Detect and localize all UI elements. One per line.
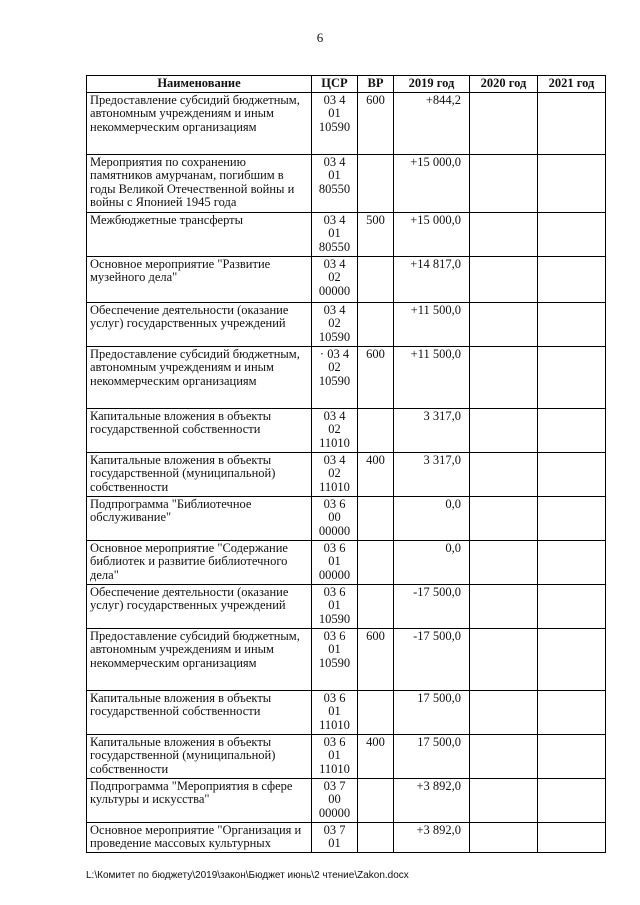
row-vr [358,256,394,302]
csr-part: 01 [328,598,341,612]
table-row [87,452,606,496]
row-value-2021 [538,540,606,584]
row-vr: 600 [358,92,394,154]
csr-part: 10590 [318,373,351,388]
csr-part: 80550 [318,239,351,254]
row-value-2021 [538,256,606,302]
row-vr [358,302,394,346]
csr-part: 00000 [318,523,351,538]
csr-part: 01 [328,226,341,240]
csr-part: 01 [328,106,341,120]
row-name: Подпрограмма "Мероприятия в сфере культуры и искусства" [87,778,312,822]
csr-part: 80550 [318,181,351,196]
row-csr [312,584,358,628]
row-value-2021 [538,778,606,822]
row-value-2021 [538,452,606,496]
row-value-2019: +3 892,0 [394,822,470,852]
table-row [87,496,606,540]
row-name: Предоставление субсидий бюджетным, автономным учреждениям и иным некоммерческим организациям [87,628,312,690]
row-value-2019: +15 000,0 [394,154,470,212]
row-name: Капитальные вложения в объекты государственной собственности [87,690,312,734]
row-value-2019: 17 500,0 [394,690,470,734]
row-value-2021 [538,408,606,452]
row-value-2021 [538,212,606,256]
csr-part: 10590 [318,655,351,670]
row-vr: 600 [358,346,394,408]
footer-file-path: L:\Комитет по бюджету\2019\закон\Бюджет июнь\2 чтение\Zakon.docx [86,870,409,881]
table-row [87,92,606,154]
row-name: Обеспечение деятельности (оказание услуг) государственных учреждений [87,584,312,628]
csr-part: 03 6 [323,690,346,705]
row-vr: 500 [358,212,394,256]
row-csr [312,778,358,822]
row-value-2019: 3 317,0 [394,452,470,496]
csr-part: 00000 [318,567,351,582]
row-value-2020 [470,408,538,452]
row-vr [358,584,394,628]
csr-part: 03 4 [323,452,346,467]
row-value-2019: +11 500,0 [394,302,470,346]
row-vr [358,778,394,822]
row-csr [312,92,358,154]
table-row [87,540,606,584]
row-value-2021 [538,822,606,852]
table-row [87,154,606,212]
row-value-2020 [470,302,538,346]
csr-part: 03 4 [323,408,346,423]
csr-part: 03 6 [323,540,346,555]
row-value-2020 [470,92,538,154]
csr-part: 10590 [318,611,351,626]
table-row [87,346,606,408]
row-value-2021 [538,92,606,154]
header-2021: 2021 год [538,76,606,93]
row-value-2021 [538,496,606,540]
row-vr [358,408,394,452]
row-value-2020 [470,256,538,302]
row-name: Основное мероприятие "Организация и проведение массовых культурных [87,822,312,852]
row-value-2020 [470,734,538,778]
row-name: Основное мероприятие "Содержание библиотек и развитие библиотечного дела" [87,540,312,584]
table-row [87,822,606,852]
csr-part: 03 6 [323,628,346,643]
csr-part: 03 6 [323,496,346,511]
header-2020: 2020 год [470,76,538,93]
csr-part: 01 [328,168,341,182]
row-value-2019: 3 317,0 [394,408,470,452]
table-row [87,212,606,256]
row-csr [312,540,358,584]
row-name: Межбюджетные трансферты [87,212,312,256]
csr-part: 03 7 [323,778,346,793]
row-name: Обеспечение деятельности (оказание услуг) государственных учреждений [87,302,312,346]
row-value-2019: +15 000,0 [394,212,470,256]
row-csr [312,346,358,408]
budget-table [86,75,606,853]
row-vr [358,154,394,212]
csr-part: 03 7 [323,822,346,837]
table-row [87,408,606,452]
table-body [87,92,606,852]
row-name: Предоставление субсидий бюджетным, автономным учреждениям и иным некоммерческим организациям [87,92,312,154]
table-row [87,584,606,628]
page-number: 6 [316,30,324,45]
row-vr: 400 [358,734,394,778]
csr-part: 02 [328,466,341,480]
row-value-2019: 17 500,0 [394,734,470,778]
row-value-2020 [470,822,538,852]
row-value-2019: +11 500,0 [394,346,470,408]
row-value-2020 [470,690,538,734]
csr-part: 01 [328,704,341,718]
row-csr [312,628,358,690]
csr-part: 00000 [318,805,351,820]
row-vr [358,822,394,852]
row-value-2020 [470,212,538,256]
row-value-2019: +3 892,0 [394,778,470,822]
row-vr [358,496,394,540]
csr-part: 02 [328,316,341,330]
csr-part: 11010 [319,717,350,732]
csr-part: 03 4 [323,212,346,227]
row-value-2020 [470,154,538,212]
csr-part: 00 [328,792,341,806]
csr-part: 10590 [318,329,351,344]
row-name: Основное мероприятие "Развитие музейного дела" [87,256,312,302]
row-name: Предоставление субсидий бюджетным, автономным учреждениям и иным некоммерческим организациям [87,346,312,408]
csr-part: 00 [328,510,341,524]
row-value-2021 [538,628,606,690]
csr-part: 03 4 [323,154,346,169]
csr-part: 02 [328,270,341,284]
table-row [87,734,606,778]
row-csr [312,496,358,540]
csr-part: 03 4 [323,302,346,317]
row-value-2021 [538,584,606,628]
row-value-2020 [470,778,538,822]
csr-part: 11010 [319,761,350,776]
csr-part: 03 4 [323,256,346,271]
row-csr [312,256,358,302]
row-csr [312,302,358,346]
table-row [87,778,606,822]
row-value-2019: 0,0 [394,540,470,584]
table-row [87,690,606,734]
row-value-2021 [538,302,606,346]
row-name: Подпрограмма "Библиотечное обслуживание" [87,496,312,540]
row-value-2020 [470,628,538,690]
row-value-2020 [470,346,538,408]
row-value-2020 [470,540,538,584]
row-value-2021 [538,154,606,212]
row-name: Мероприятия по сохранению памятников амурчанам, погибшим в годы Великой Отечественной войны и войны с Японией 1945 года [87,154,312,212]
row-csr [312,690,358,734]
row-csr [312,452,358,496]
row-name: Капитальные вложения в объекты государственной (муниципальной) собственности [87,734,312,778]
row-value-2019: +844,2 [394,92,470,154]
csr-part: 01 [328,642,341,656]
row-value-2020 [470,496,538,540]
csr-part: 01 [328,554,341,568]
csr-part: 02 [328,360,341,374]
row-vr [358,690,394,734]
row-csr [312,212,358,256]
header-vr: ВР [358,76,394,93]
csr-part: · 03 4 [319,346,350,361]
row-value-2021 [538,734,606,778]
csr-part: 11010 [319,435,350,450]
row-value-2021 [538,346,606,408]
csr-part: 11010 [319,479,350,494]
row-csr [312,822,358,852]
header-2019: 2019 год [394,76,470,93]
row-value-2019: +14 817,0 [394,256,470,302]
row-value-2020 [470,452,538,496]
csr-part: 03 6 [323,584,346,599]
row-value-2019: -17 500,0 [394,584,470,628]
header-name: Наименование [87,76,312,93]
row-value-2019: -17 500,0 [394,628,470,690]
csr-part: 10590 [318,119,351,134]
csr-part: 03 6 [323,734,346,749]
row-csr [312,408,358,452]
row-value-2020 [470,584,538,628]
row-csr [312,154,358,212]
csr-part: 03 4 [323,92,346,107]
row-csr [312,734,358,778]
csr-part: 01 [328,836,341,850]
row-value-2021 [538,690,606,734]
row-name: Капитальные вложения в объекты государственной (муниципальной) собственности [87,452,312,496]
row-value-2019: 0,0 [394,496,470,540]
table-row [87,256,606,302]
row-vr [358,540,394,584]
csr-part: 01 [328,748,341,762]
table-header-row [87,76,606,93]
header-csr: ЦСР [312,76,358,93]
row-vr: 600 [358,628,394,690]
row-name: Капитальные вложения в объекты государственной собственности [87,408,312,452]
csr-part: 02 [328,422,341,436]
table-row [87,628,606,690]
row-vr: 400 [358,452,394,496]
table-row [87,302,606,346]
csr-part: 00000 [318,283,351,298]
